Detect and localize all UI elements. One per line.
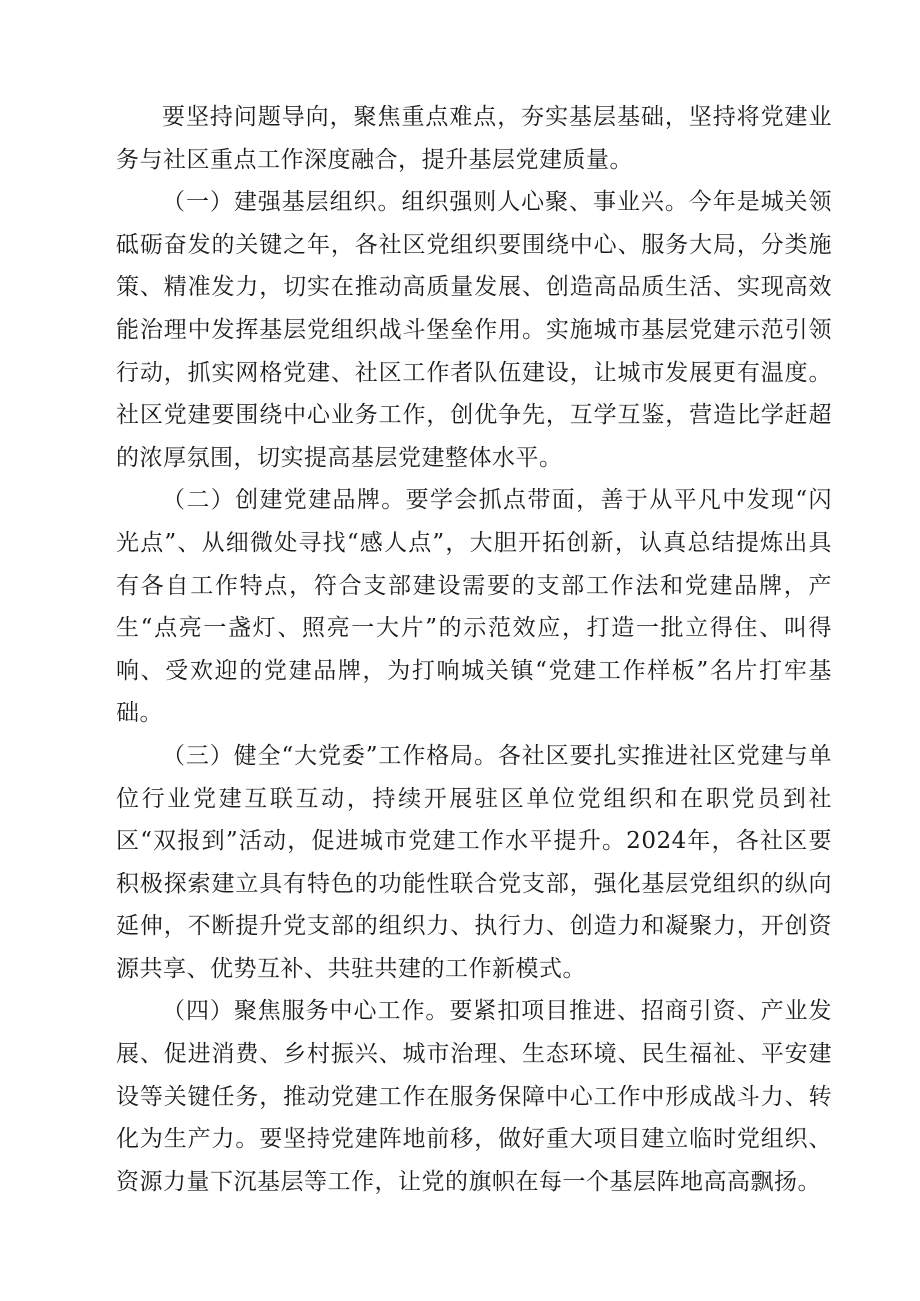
section-2-paragraph: （二）创建党建品牌。要学会抓点带面，善于从平凡中发现“闪光点”、从细微处寻找“感人点”，大胆开拓创新，认真总结提炼出具有各自工作特点，符合支部建设需要的支部工作法和党建品牌，产生“点亮一盏灯、照亮一大片”的示范效应，打造一批立得住、叫得响、受欢迎的党建品牌，为打响城关镇“党建工作样板”名片打牢基础。 <box>116 487 832 727</box>
section-4-paragraph: （四）聚焦服务中心工作。要紧扣项目推进、招商引资、产业发展、促进消费、乡村振兴、城市治理、生态环境、民生福祉、平安建设等关键任务，推动党建工作在服务保障中心工作中形成战斗力、转化为生产力。要坚持党建阵地前移，做好重大项目建立临时党组织、资源力量下沉基层等工作，让党的旗帜在每一个基层阵地高高飘扬。 <box>116 998 832 1195</box>
section-3-paragraph: （三）健全“大党委”工作格局。各社区要扎实推进社区党建与单位行业党建互联互动，持续开展驻区单位党组织和在职党员到社区“双报到”活动，促进城市党建工作水平提升。2024年，各社区要积极探索建立具有特色的功能性联合党支部，强化基层党组织的纵向延伸，不断提升党支部的组织力、执行力、创造力和凝聚力，开创资源共享、优势互补、共驻共建的工作新模式。 <box>116 742 832 982</box>
section-1-paragraph: （一）建强基层组织。组织强则人心聚、事业兴。今年是城关领砥砺奋发的关键之年，各社区党组织要围绕中心、服务大局，分类施策、精准发力，切实在推动高质量发展、创造高品质生活、实现高效能治理中发挥基层党组织战斗堡垒作用。实施城市基层党建示范引领行动，抓实网格党建、社区工作者队伍建设，让城市发展更有温度。社区党建要围绕中心业务工作，创优争先，互学互鉴，营造比学赶超的浓厚氛围，切实提高基层党建整体水平。 <box>116 189 832 471</box>
document-body <box>116 96 832 1203</box>
intro-paragraph: 要坚持问题导向，聚焦重点难点，夯实基层基础，坚持将党建业务与社区重点工作深度融合，提升基层党建质量。 <box>116 104 832 173</box>
